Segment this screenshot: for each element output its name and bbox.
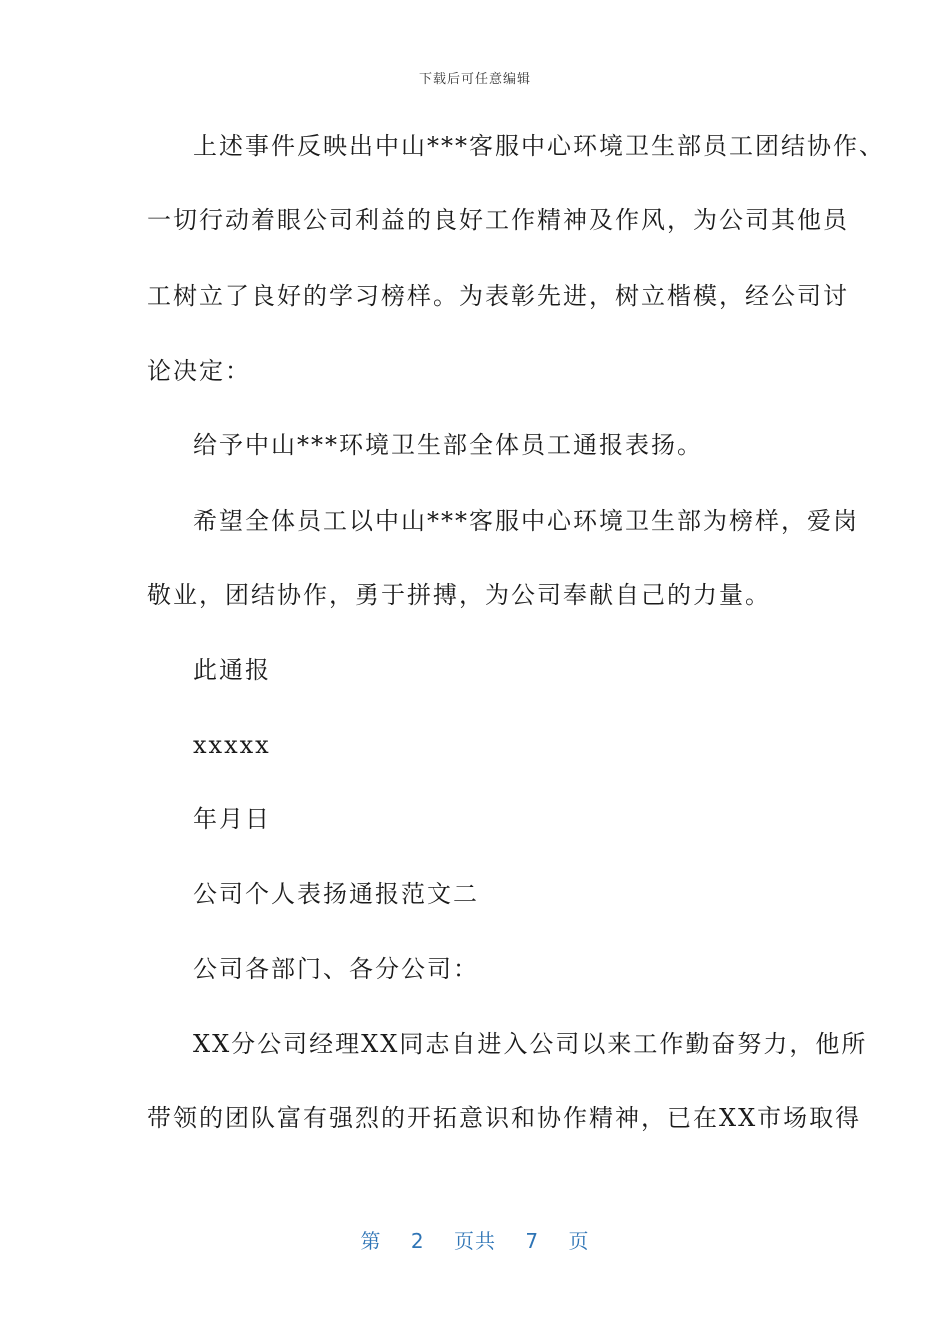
paragraph-line: 一切行动着眼公司利益的良好工作精神及作风，为公司其他员 <box>147 206 849 234</box>
section-title: 公司个人表扬通报范文二 <box>193 880 479 908</box>
footer-middle: 页共 <box>454 1229 496 1253</box>
paragraph-line: 敬业，团结协作，勇于拼搏，为公司奉献自己的力量。 <box>147 581 771 609</box>
header-note: 下载后可任意编辑 <box>418 72 531 87</box>
footer-prefix: 第 <box>360 1229 382 1253</box>
paragraph-line: 年月日 <box>193 805 271 833</box>
paragraph-line: 给予中山***环境卫生部全体员工通报表扬。 <box>193 431 703 459</box>
paragraph-line: 此通报 <box>193 656 271 684</box>
paragraph-line: xxxxx <box>193 731 271 759</box>
paragraph-line: 上述事件反映出中山***客服中心环境卫生部员工团结协作、 <box>193 132 885 160</box>
paragraph-line: 公司各部门、各分公司： <box>193 955 479 983</box>
page-number-footer <box>0 1225 950 1254</box>
paragraph-line: XX分公司经理XX同志自进入公司以来工作勤奋努力，他所 <box>193 1030 868 1058</box>
footer-suffix: 页 <box>568 1229 590 1253</box>
paragraph-line: 工树立了良好的学习榜样。为表彰先进，树立楷模，经公司讨 <box>147 282 849 310</box>
paragraph-line: 希望全体员工以中山***客服中心环境卫生部为榜样，爱岗 <box>193 507 859 535</box>
total-page-number: 7 <box>525 1229 540 1253</box>
paragraph-line: 带领的团队富有强烈的开拓意识和协作精神，已在XX市场取得 <box>147 1104 862 1132</box>
current-page-number: 2 <box>410 1229 425 1253</box>
paragraph-line: 论决定： <box>147 357 251 385</box>
